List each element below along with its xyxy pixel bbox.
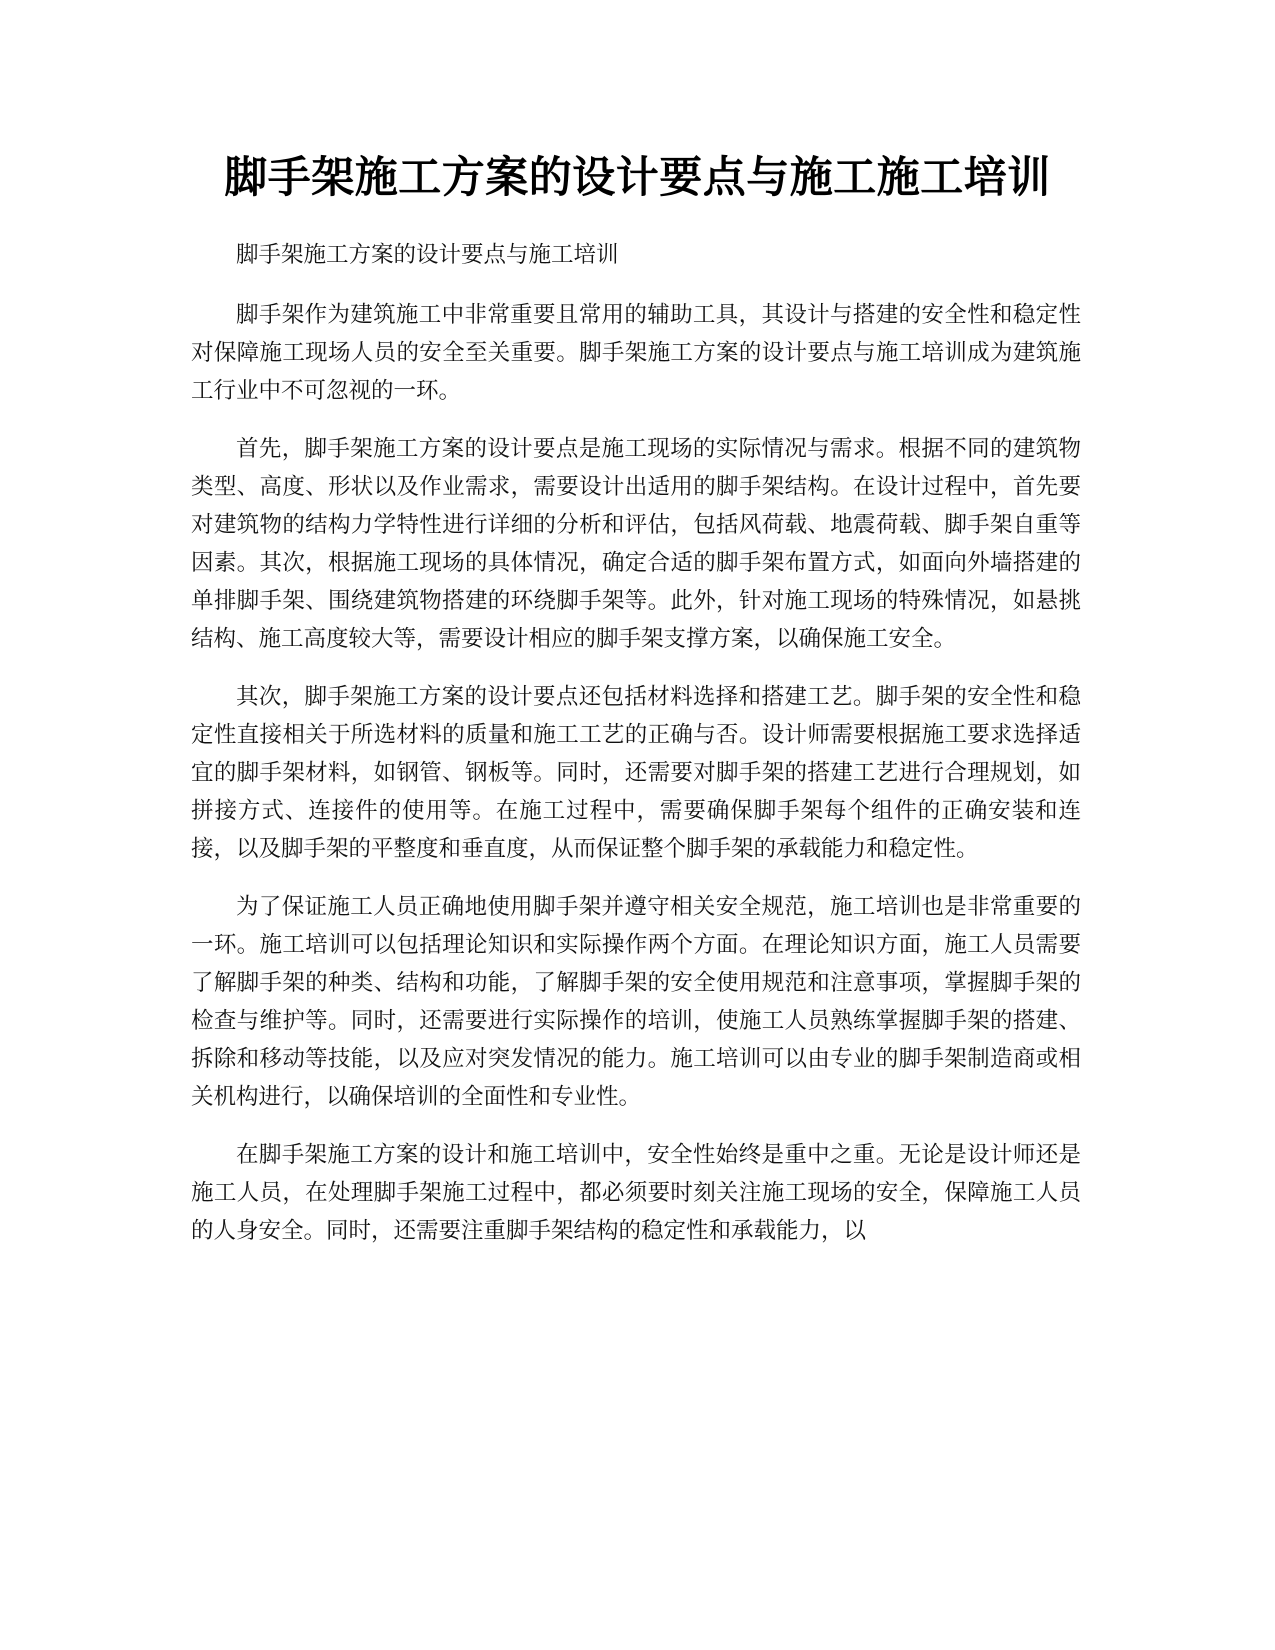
- document-subtitle: 脚手架施工方案的设计要点与施工培训: [236, 242, 619, 268]
- document-body: [191, 236, 1081, 1270]
- body-paragraph: 在脚手架施工方案的设计和施工培训中，安全性始终是重中之重。无论是设计师还是施工人员，在处理脚手架施工过程中，都必须要时刻关注施工现场的安全，保障施工人员的人身安全。同时，还需要注重脚手架结构的稳定性和承载能力，以: [191, 1142, 1081, 1244]
- body-paragraph: 其次，脚手架施工方案的设计要点还包括材料选择和搭建工艺。脚手架的安全性和稳定性直接相关于所选材料的质量和施工工艺的正确与否。设计师需要根据施工要求选择适宜的脚手架材料，如钢管、钢板等。同时，还需要对脚手架的搭建工艺进行合理规划，如拼接方式、连接件的使用等。在施工过程中，需要确保脚手架每个组件的正确安装和连接，以及脚手架的平整度和垂直度，从而保证整个脚手架的承载能力和稳定性。: [191, 684, 1081, 862]
- body-paragraph: 首先，脚手架施工方案的设计要点是施工现场的实际情况与需求。根据不同的建筑物类型、高度、形状以及作业需求，需要设计出适用的脚手架结构。在设计过程中，首先要对建筑物的结构力学特性进行详细的分析和评估，包括风荷载、地震荷载、脚手架自重等因素。其次，根据施工现场的具体情况，确定合适的脚手架布置方式，如面向外墙搭建的单排脚手架、围绕建筑物搭建的环绕脚手架等。此外，针对施工现场的特殊情况，如悬挑结构、施工高度较大等，需要设计相应的脚手架支撑方案，以确保施工安全。: [191, 436, 1081, 652]
- body-paragraph: 脚手架作为建筑施工中非常重要且常用的辅助工具，其设计与搭建的安全性和稳定性对保障施工现场人员的安全至关重要。脚手架施工方案的设计要点与施工培训成为建筑施工行业中不可忽视的一环。: [191, 302, 1081, 404]
- body-paragraph: 为了保证施工人员正确地使用脚手架并遵守相关安全规范，施工培训也是非常重要的一环。施工培训可以包括理论知识和实际操作两个方面。在理论知识方面，施工人员需要了解脚手架的种类、结构和功能，了解脚手架的安全使用规范和注意事项，掌握脚手架的检查与维护等。同时，还需要进行实际操作的培训，使施工人员熟练掌握脚手架的搭建、拆除和移动等技能，以及应对突发情况的能力。施工培训可以由专业的脚手架制造商或相关机构进行，以确保培训的全面性和专业性。: [191, 894, 1081, 1110]
- document-title: 脚手架施工方案的设计要点与施工施工培训: [224, 153, 1051, 203]
